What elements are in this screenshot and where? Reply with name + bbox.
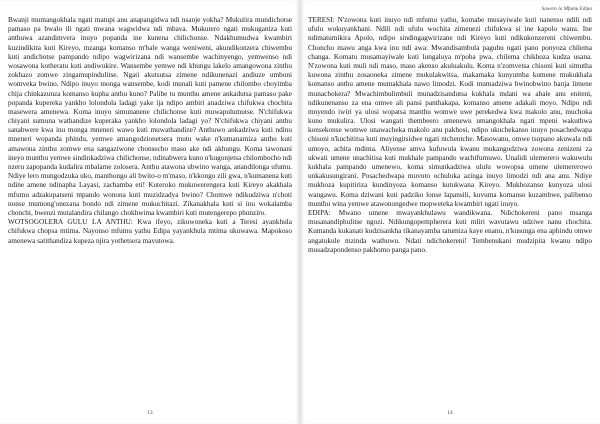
left-page-body <box>8 16 292 246</box>
right-page <box>300 0 600 424</box>
left-paragraph-1: Bwanji mumangokhala ngati matupi anu anapangidwa ndi nsanje yokha? Mukulira mundichotse pamaso pa bwalo ili ngati mwana wagwidwa ndi mbava. Mukutero ngati mukuganiza kuti anthuwa azandimvera inuyo popanda ine kunena chilichonse. Ndakhumudwa kwambiri kuzindikira kuti Kireyo, mzanga komanso m'bale wanga weniweni, akundikonzera chiwembu kuti andichotse pampando ndipo wagwirizana ndi wansembe wachinyengo, yemwenso ndi wosawona kotheratu kuti andiwukire. Wansembe yemwe ndi khungu lakelo amangowona zinthu zokhazo zomwe zingamupindulitse. Ngati akutsutsa zimene ndikunenazi andiuze umboni womveka bwino. Ndipo inuyo monga wansembe, kodi munali kuti pamene chilombo choyimba chija chinkazunza komanso kupha anthu kuno? Palibe tu munthu amene ankadutsa pamaso pake popanda kupereka yankho lolondola ladagi yake ija ndipo ambiri anadziwa chifukwa chochita masewera amenewa. Koma inuyo simunanene chilichonse kuti muwapulumutse. N'chifukwa chiyani sumuna wathandize kuperaka yankho lolondola ladagi yo? N'chifukwa chiyani anthu sanabwere kwa inu monga mneneri wawo kuti muwathandize? Anthuwo ankadziwa kuti ndinu mneneri wopanda phindu, yemwe amangodzionetsera mutu wake n'kumanamiza anthu kuti amawona zinthu zomwe ena sangaziwone chonsecho maso ake ndi akhungu. Koma tawonani ineyo munthu yemwe sindinkadziwa chilichonse, ndinabwera kuno n'kugonjetsa chilombocho ndi nzeru zapopanda kudalira mbalame zolosera. Anthu atawona ubwino wanga, anandilonga ufumu. Ndiye lero mungodzuka uko, manthongo ali bwito-o m'maso, n'kkongo zili gwa, n'kumanena kuti ndine amene ndinapha Layasi, zachamba eti! Kuteroko mukuwerengera kuti Kireyo akakhala mfumu adzakupatseni mpando wonona kuti muzidzadya bwino? Chomwe ndikudziwa n'choti nonse mumong'onezana bondo ndi zimene mukuchitazi. Zikanakhala kuti si inu wokalamba chonchi, bwenzi mutalandira chilango chokhwima kwambiri kuti mutengerepo phunziro. <box>8 16 292 217</box>
left-running-head <box>8 6 292 16</box>
right-paragraph-2: EDIPA: Mwano umene mwayankhulawu wandikwana. Ndichokereni pano msanga musanandiphulitse ngozi. Ndikungopempherera kuti mliri wavutawu udziwe nanu chochita. Kumanda kukanati kudzisankha tikanayamba tatumiza kaye enanu, n'kusunga ena aphindu omwe angatukule mzinda wathuwu. Ndati ndichokereni! Tembenukani mudzipita kwanu ndipo musadzapondenso pakhomo panga pano. <box>308 208 592 254</box>
right-paragraph-1: TERESI: N'zowona kuti inuyo ndi mfumu yathu, komabe musayiwale kuti nanenso ndili ndi ufulu wokuyankhani. Ndili ndi ufulu wochita zimenezi chifukwa si ine kapolo wanu. Ine ndimatumikira Apolo, ndipo sindingagwirizane ndi Kireyo kuti ndikukonzereni chiwembu. Choncho mawu anga kwa inu ndi awa: Mwandisambula paguhu ngati pano ponyoza chilema changa. Komatu musamayiwale kuti lungaluya m'poba pwa, chilema chikhoza kudza usana. N'zowona kuti muli ndi maso, maso akenso akuluakulu. Koma n'zomvetsa chisoni kuti simutha kuwona zinthu zosaoneka zimene mukulakwitsa, makamaka kunyumba kumene mukukhala komanso anthu amene mumakhala nawo limodzi. Kodi mumadziwa bwinobwino banja limene munachokera? Mwachimbulimbuli munadzisandutsa kukhala mdani wa abale anu eniteni, ndikunenanso za ena omwe ali pansi panthakapa, komanso amene adakali moyo. Ndipo ndi mnyendo iwiri ya ulosi wopatsa manthu womwe uwe perekedwa kwa makolo anu, muchoka kuno mukulira. Ulosi wangati thembeero umenewu umangokhala ngati mpeni wakuthwa konsekonse womwe unawacheka makolo anu pakhosi, ndipo ukuchekanso inuyo posachedwapa chisoni n'kuchititsa kuti muyingitsidwe ngati ntchentche. Masowanu, omwe tsopano akuwala ndi umoyo, achita mdima. Aliyense amva kufuwula kwanu mukangodziwa zowona zenizeni za ukwati umene unachitisa kuti mukhale pampando wachifumuwo. Unalidi ulemerero wakuwulu kukhala pampando umenewo, koma simunkadziwa ululu wowopsa umene ulemererowo unkakusungirani. Posachedwapa muvuto ochuluka azinga inuyo limodzi ndi ana anu. Ndiye mukhoza kupitiriza kundinyoza komanso kutukwana Kireyo. Mukhozanso kunyoza ulosi wangawu. Koma dziwani kuti padziko lonse lapansili, kuvuma komanso kuzambwe, palibenso munthu wina yemwe atawonongedwe mopweteka kwambiri ngati inuyo. <box>308 16 592 208</box>
right-page-body <box>308 16 592 255</box>
left-paragraph-2: WOTSOGOLERA GULU LA ANTHU: Kwa ifeyo, zikuwoneka kuti a Teresi ayankhula chifukwa chopsa mtima. Nayonso mfumu yathu Edipa yayankhula mtima ukuwawa. Mapokoso amenewa satithandiza kupeza njira yothetsera mavutowa. <box>8 218 292 245</box>
right-page-number: 14 <box>447 410 453 416</box>
left-page-number: 13 <box>147 410 153 416</box>
right-running-head: Sawero la Mfumu Edipa <box>541 6 592 12</box>
